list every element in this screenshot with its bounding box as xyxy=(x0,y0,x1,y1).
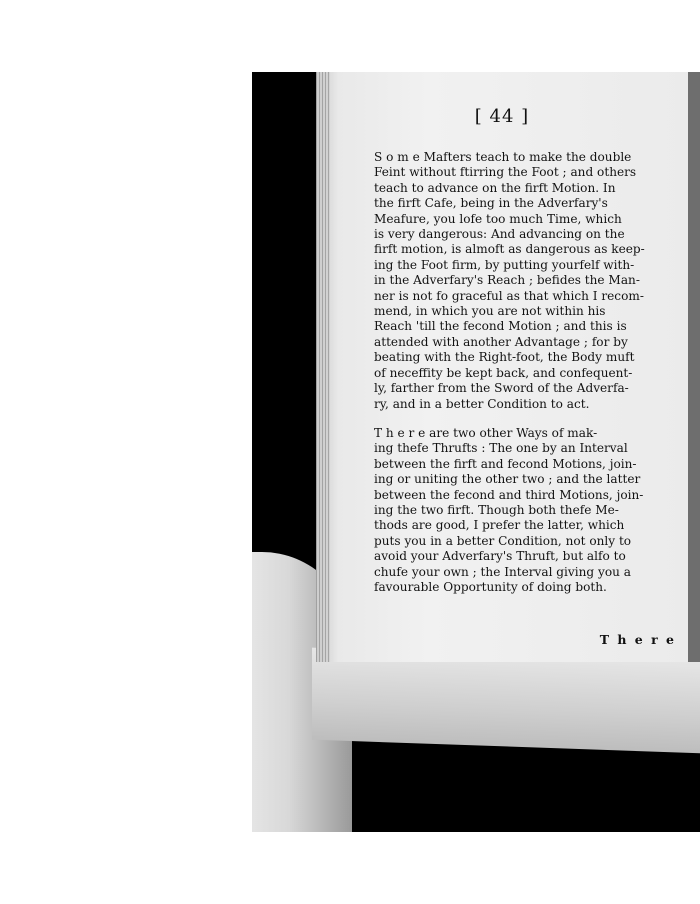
text-line: S o m e Mafters teach to make the double xyxy=(374,150,632,164)
text-line: between the firft and fecond Motions, join- xyxy=(374,456,637,471)
page-edge xyxy=(316,72,330,662)
text-line: Meafure, you lofe too much Time, which xyxy=(374,211,622,226)
text-line: is very dangerous: And advancing on the xyxy=(374,227,625,242)
page-text xyxy=(374,150,672,609)
text-line: ner is not fo graceful as that which I recom- xyxy=(374,288,644,303)
text-line: beating with the Right-foot, the Body muft xyxy=(374,350,635,365)
catchword: T h e r e xyxy=(599,632,676,647)
text-line: chufe your own ; the Interval giving you a xyxy=(374,564,631,579)
text-line: mend, in which you are not within his xyxy=(374,304,606,319)
lower-page xyxy=(312,648,700,755)
text-line: thods are good, I prefer the latter, which xyxy=(374,518,625,533)
text-line: between the fecond and third Motions, join- xyxy=(374,487,644,502)
book-photo xyxy=(252,72,700,832)
text-line: firft motion, is almoft as dangerous as keep- xyxy=(374,242,645,257)
book-page xyxy=(316,72,688,662)
text-line: the firft Cafe, being in the Adverfary's xyxy=(374,196,608,211)
page-number: [ 44 ] xyxy=(474,106,530,127)
text-line: in the Adverfary's Reach ; befides the Man- xyxy=(374,273,640,288)
text-line: avoid your Adverfary's Thruft, but alfo to xyxy=(374,549,626,564)
text-line: puts you in a better Condition, not only to xyxy=(374,533,632,548)
text-line: teach to advance on the firft Motion. In xyxy=(374,180,616,195)
text-line: ry, and in a better Condition to act. xyxy=(374,396,590,411)
text-line: ing the two firft. Though both thefe Me- xyxy=(374,502,619,517)
text-line: ing thefe Thrufts : The one by an Interval xyxy=(374,441,628,456)
binding-shadow xyxy=(688,72,700,662)
text-line: ly, farther from the Sword of the Adverfa- xyxy=(374,381,629,396)
text-line: attended with another Advantage ; for by xyxy=(374,334,628,349)
text-line: Feint without ftirring the Foot ; and others xyxy=(374,165,637,180)
text-line: T h e r e are two other Ways of mak- xyxy=(374,425,598,440)
paragraph-1 xyxy=(374,150,672,412)
text-line: favourable Opportunity of doing both. xyxy=(374,579,607,594)
text-line: Reach 'till the fecond Motion ; and this is xyxy=(374,319,627,334)
text-line: ing the Foot firm, by putting yourfelf with- xyxy=(374,257,635,272)
paragraph-2 xyxy=(374,426,672,595)
text-line: ing or uniting the other two ; and the latter xyxy=(374,472,641,487)
text-line: of neceffity be kept back, and confequent- xyxy=(374,365,633,380)
